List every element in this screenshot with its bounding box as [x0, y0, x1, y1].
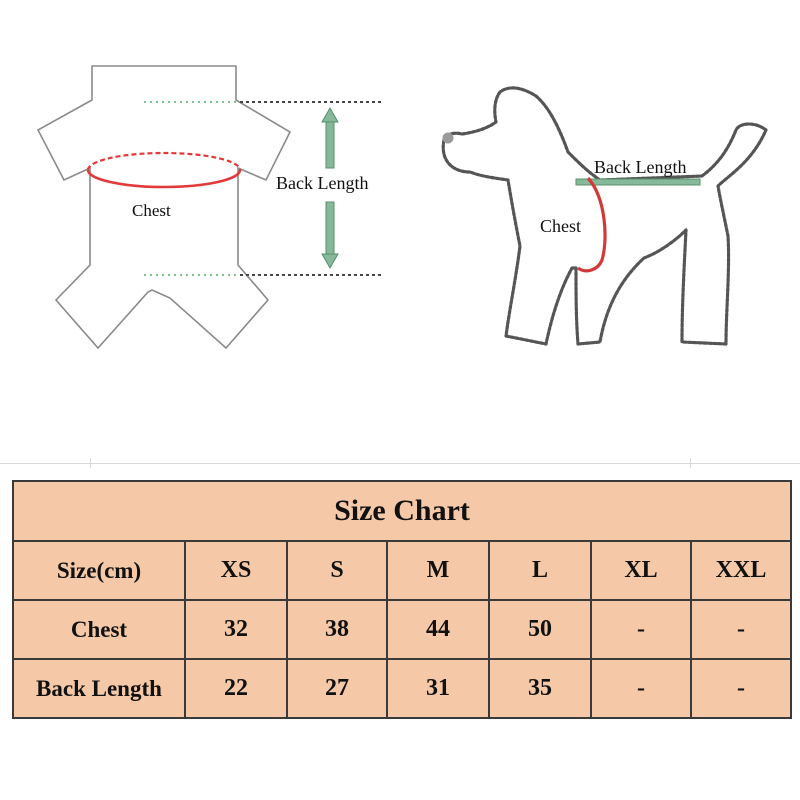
dog-chest-marker	[578, 178, 605, 271]
table-cell: -	[691, 600, 791, 659]
table-cell: -	[591, 600, 691, 659]
row-label: Back Length	[13, 659, 185, 718]
separator-tick	[690, 458, 691, 468]
header-cell: XS	[185, 541, 287, 600]
table-cell: 31	[387, 659, 489, 718]
table-cell: 35	[489, 659, 591, 718]
header-cell: Size(cm)	[13, 541, 185, 600]
separator-line	[0, 463, 800, 464]
table-cell: 38	[287, 600, 387, 659]
dog-back-marker	[576, 179, 700, 185]
garment-chest-label: Chest	[132, 201, 171, 220]
size-chart-title: Size Chart	[13, 481, 791, 541]
table-row-back-length	[13, 659, 791, 718]
dog-nose-icon	[443, 133, 454, 144]
header-row	[13, 541, 791, 600]
table-cell: 44	[387, 600, 489, 659]
header-cell: S	[287, 541, 387, 600]
table-cell: 50	[489, 600, 591, 659]
row-label: Chest	[13, 600, 185, 659]
header-cell: L	[489, 541, 591, 600]
table-cell: 32	[185, 600, 287, 659]
table-row-chest	[13, 600, 791, 659]
table-cell: 22	[185, 659, 287, 718]
size-chart-table	[12, 480, 792, 719]
header-cell: XXL	[691, 541, 791, 600]
garment-back-label: Back Length	[276, 173, 369, 193]
table-cell: 27	[287, 659, 387, 718]
header-cell: XL	[591, 541, 691, 600]
table-cell: -	[691, 659, 791, 718]
separator-tick	[90, 458, 91, 468]
table-cell: -	[591, 659, 691, 718]
dog-back-label: Back Length	[594, 157, 687, 177]
header-cell: M	[387, 541, 489, 600]
dog-chest-label: Chest	[540, 216, 582, 236]
